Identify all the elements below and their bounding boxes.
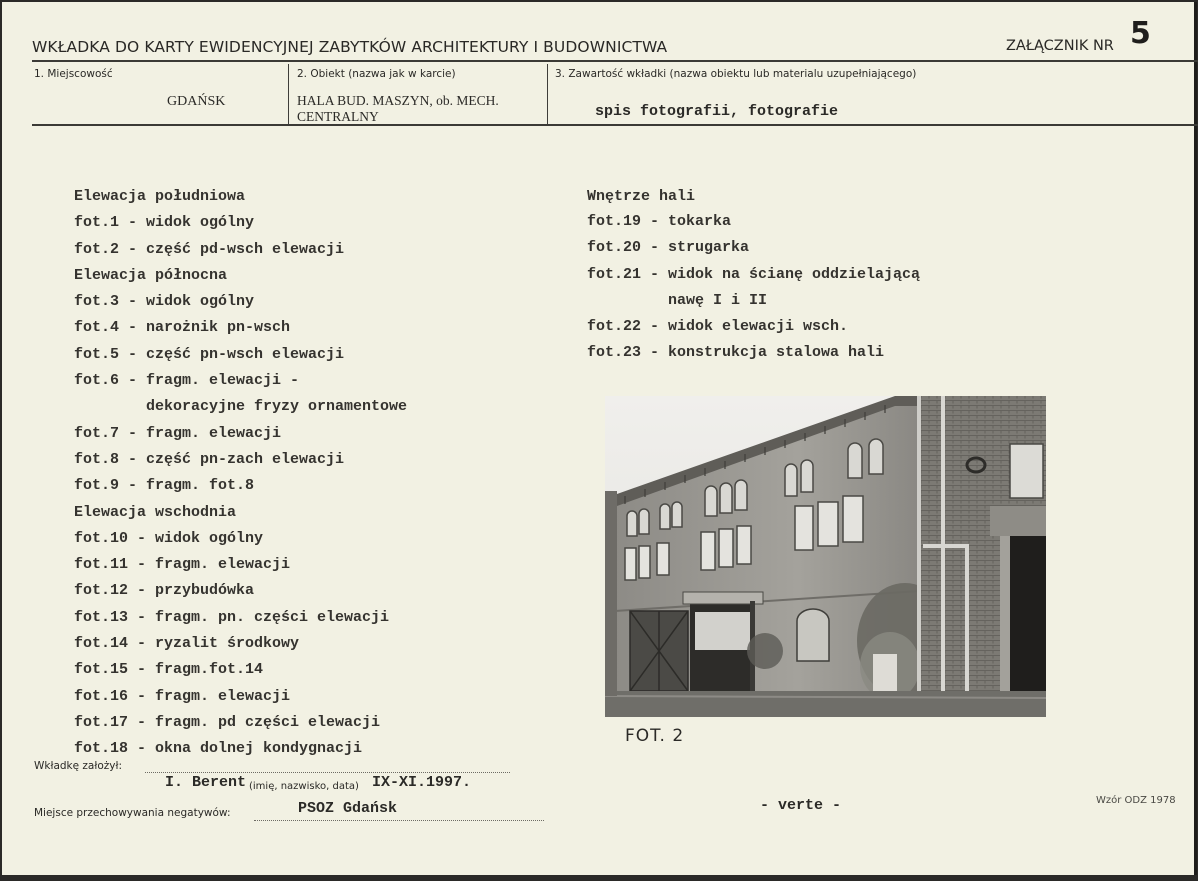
building-photograph — [605, 396, 1046, 717]
list-item: fot.8 - część pn-zach elewacji — [74, 450, 345, 468]
list-item: fot.4 - narożnik pn-wsch — [74, 319, 291, 337]
negatives-dotted-line — [254, 820, 544, 821]
form-template-note: Wzór ODZ 1978 — [1096, 795, 1176, 806]
contents-value: spis fotografii, fotografie — [595, 103, 839, 120]
annex-label: ZAŁĄCZNIK NR — [1006, 38, 1114, 54]
list-item: fot.16 - fragm. elewacji — [74, 687, 291, 705]
list-item: fot.18 - okna dolnej kondygnacji — [74, 740, 363, 758]
list-item: fot.19 - tokarka — [587, 213, 732, 230]
list-item: fot.5 - część pn-wsch elewacji — [74, 345, 345, 363]
list-item: fot.14 - ryzalit środkowy — [74, 635, 300, 653]
photo-list-right — [587, 184, 920, 367]
annex-number: 5 — [1130, 16, 1151, 51]
fields-bottom-divider — [32, 124, 1198, 126]
object-value-line1: HALA BUD. MASZYN, ob. MECH. — [297, 93, 499, 108]
list-item: fot.11 - fragm. elewacji — [74, 556, 291, 574]
list-item: fot.12 - przybudówka — [74, 582, 255, 600]
list-item: fot.9 - fragm. fot.8 — [74, 477, 255, 495]
created-by-value: I. Berent — [165, 774, 247, 791]
negatives-location-label: Miejsce przechowywania negatywów: — [34, 807, 231, 819]
record-card-insert — [2, 2, 1197, 875]
list-item: fot.6 - fragm. elewacji - — [74, 372, 300, 390]
created-by-dotted-line — [145, 772, 510, 773]
verte-note: - verte - — [760, 797, 842, 814]
object-value-line2: CENTRALNY — [297, 109, 379, 124]
list-item: Elewacja wschodnia — [74, 503, 237, 521]
list-item: fot.21 - widok na ścianę oddzielającą — [587, 265, 921, 283]
list-item: fot.23 - konstrukcja stalowa hali — [587, 344, 885, 362]
list-item: dekoracyjne fryzy ornamentowe — [74, 398, 408, 416]
photo-list-left — [74, 184, 407, 763]
list-item: fot.22 - widok elewacji wsch. — [587, 318, 849, 336]
negatives-location-value: PSOZ Gdańsk — [298, 800, 398, 817]
list-item: fot.15 - fragm.fot.14 — [74, 661, 264, 679]
list-item: nawę I i II — [587, 291, 768, 309]
created-by-label: Wkładkę założył: — [34, 760, 123, 772]
object-label: 2. Obiekt (nazwa jak w karcie) — [297, 68, 456, 80]
list-item: fot.7 - fragm. elewacji — [74, 424, 282, 442]
list-item: fot.3 - widok ogólny — [74, 293, 255, 311]
created-date: IX-XI.1997. — [372, 774, 472, 791]
list-item: fot.17 - fragm. pd części elewacji — [74, 713, 381, 731]
list-item: fot.13 - fragm. pn. części elewacji — [74, 608, 390, 626]
list-item: Elewacja północna — [74, 266, 228, 284]
list-item: Wnętrze hali — [587, 188, 696, 205]
locality-label: 1. Miejscowość — [34, 68, 113, 80]
form-title: WKŁADKA DO KARTY EWIDENCYJNEJ ZABYTKÓW ARCHITEKTURY I BUDOWNICTWA — [32, 38, 668, 56]
field-divider — [547, 64, 548, 124]
list-item: fot.2 - część pd-wsch elewacji — [74, 240, 345, 258]
contents-label: 3. Zawartość wkładki (nazwa obiektu lub materialu uzupełniającego) — [555, 68, 917, 80]
created-by-hint: (imię, nazwisko, data) — [249, 781, 359, 792]
list-item: fot.10 - widok ogólny — [74, 529, 264, 547]
list-item: Elewacja południowa — [74, 188, 246, 205]
photo-caption: FOT. 2 — [625, 726, 685, 746]
field-divider — [288, 64, 289, 124]
locality-value: GDAŃSK — [167, 94, 226, 109]
header-divider — [32, 60, 1198, 62]
list-item: fot.20 - strugarka — [587, 239, 750, 257]
list-item: fot.1 - widok ogólny — [74, 214, 255, 232]
